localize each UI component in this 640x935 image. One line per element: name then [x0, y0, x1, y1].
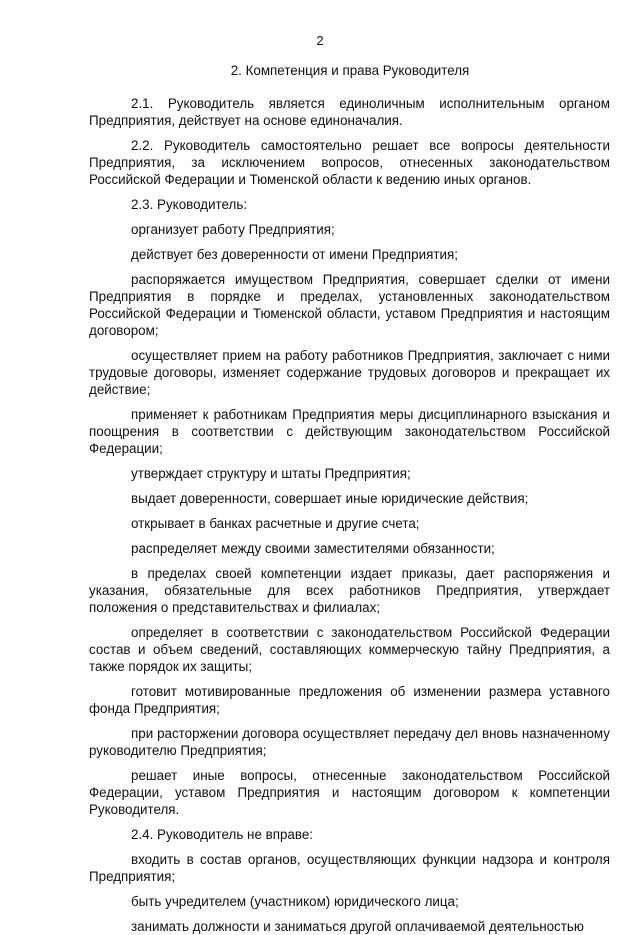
- list-item: в пределах своей компетенции издает приказы, дает распоряжения и указания, обязательные для всех работников Предприятия, утверждает положения о представительствах и филиалах;: [89, 566, 610, 615]
- section-body: [89, 95, 610, 935]
- list-item: выдает доверенности, совершает иные юридические действия;: [131, 491, 529, 506]
- paragraph-2-2: 2.2. Руководитель самостоятельно решает все вопросы деятельности Предприятия, за исключением вопросов, отнесенных законодательством Российской Федерации и Тюменской области к ведению иных органов.: [89, 138, 610, 187]
- section-title: 2. Компетенция и права Руководителя: [230, 63, 470, 78]
- paragraph-2-3: 2.3. Руководитель:: [131, 197, 248, 212]
- paragraph-2-4: 2.4. Руководитель не вправе:: [131, 827, 313, 842]
- list-item: открывает в банках расчетные и другие счета;: [131, 516, 420, 531]
- list-item: распределяет между своими заместителями обязанности;: [131, 541, 495, 556]
- list-item: быть учредителем (участником) юридического лица;: [131, 894, 459, 909]
- list-item: действует без доверенности от имени Предприятия;: [131, 247, 458, 262]
- list-item: применяет к работникам Предприятия меры дисциплинарного взыскания и поощрения в соответствии с действующим законодательством Российской Федерации;: [89, 407, 610, 456]
- list-item: организует работу Предприятия;: [131, 222, 335, 237]
- page-number: 2: [316, 33, 324, 48]
- list-item: при расторжении договора осуществляет передачу дел вновь назначенному руководителю Предприятия;: [89, 726, 610, 758]
- list-item: готовит мотивированные предложения об изменении размера уставного фонда Предприятия;: [89, 684, 610, 716]
- list-item: решает иные вопросы, отнесенные законодательством Российской Федерации, уставом Предприятия и настоящим договором к компетенции Руководителя.: [89, 768, 610, 817]
- list-item: занимать должности и заниматься другой оплачиваемой деятельностью: [131, 919, 584, 934]
- list-item: определяет в соответствии с законодательством Российской Федерации состав и объем сведений, составляющих коммерческую тайну Предприятия, а также порядок их защиты;: [89, 625, 610, 674]
- list-item: входить в состав органов, осуществляющих функции надзора и контроля Предприятия;: [89, 852, 610, 884]
- list-item: распоряжается имуществом Предприятия, совершает сделки от имени Предприятия в порядке и пределах, установленных законодательством Российской Федерации и Тюменской области, уставом Предприятия и настоящим договором;: [89, 272, 610, 338]
- list-item: утверждает структуру и штаты Предприятия;: [131, 466, 411, 481]
- paragraph-2-1: 2.1. Руководитель является единоличным исполнительным органом Предприятия, действует на основе единоначалия.: [89, 96, 610, 128]
- list-item: осуществляет прием на работу работников Предприятия, заключает с ними трудовые договоры, изменяет содержание трудовых договоров и прекращает их действие;: [89, 348, 610, 397]
